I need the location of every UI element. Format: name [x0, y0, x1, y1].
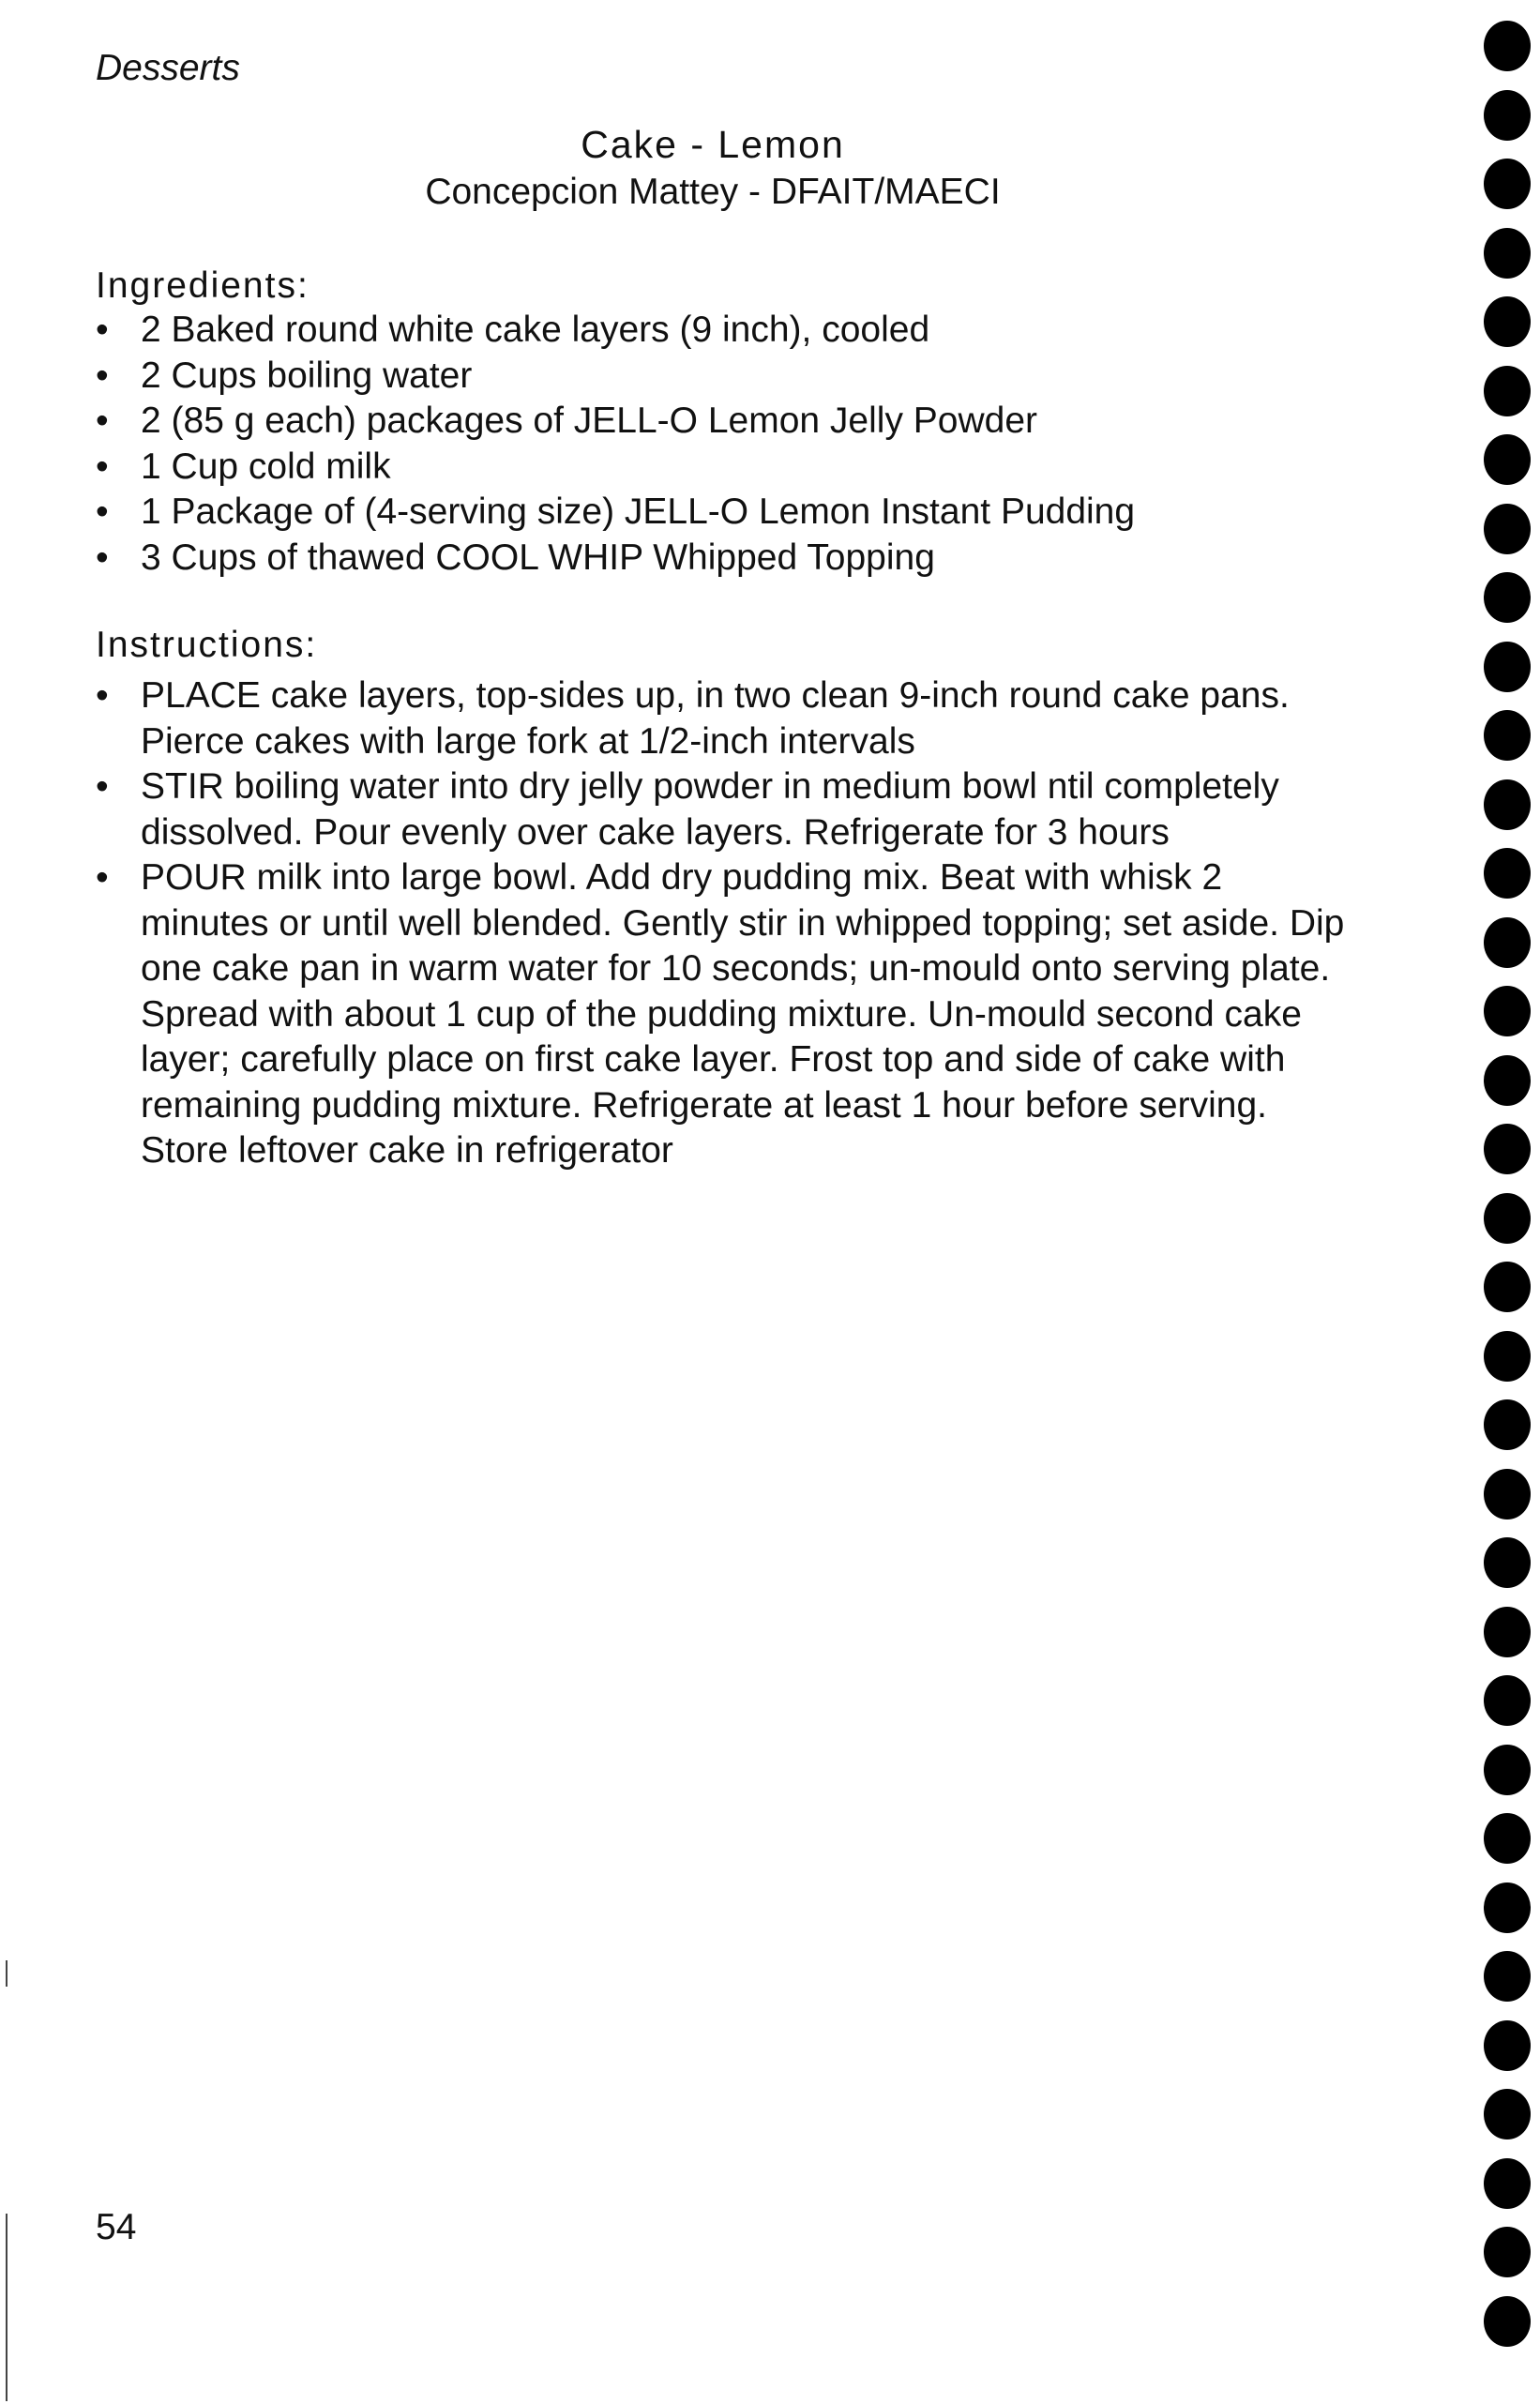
binding-hole [1484, 2089, 1531, 2139]
binding-hole [1484, 21, 1531, 71]
binding-hole [1484, 1537, 1531, 1588]
binding-hole [1484, 2020, 1531, 2071]
binding-hole [1484, 366, 1531, 416]
scan-edge-mark [6, 2214, 8, 2401]
binding-hole [1484, 2296, 1531, 2347]
binding-hole [1484, 848, 1531, 899]
scan-edge-mark [6, 1960, 8, 1987]
binding-hole [1484, 779, 1531, 830]
binding-hole [1484, 296, 1531, 347]
ingredients-heading: Ingredients: [96, 265, 310, 306]
binding-hole [1484, 1469, 1531, 1520]
binding-hole [1484, 1675, 1531, 1726]
binding-hole [1484, 1055, 1531, 1106]
binding-hole [1484, 1193, 1531, 1244]
binding-hole [1484, 1813, 1531, 1864]
binding-hole [1484, 572, 1531, 623]
binding-hole [1484, 1331, 1531, 1382]
instructions-heading: Instructions: [96, 625, 318, 665]
instruction-step: • STIR boiling water into dry jelly powder in medium bowl ntil completely dissolved. Pour evenly over cake layers. Refrigerate for 3 hours [96, 764, 1352, 855]
binding-hole [1484, 90, 1531, 141]
binding-hole [1484, 986, 1531, 1036]
ingredient-item: • 3 Cups of thawed COOL WHIP Whipped Topping [96, 536, 1362, 582]
recipe-title: Cake - Lemon [581, 123, 845, 166]
instructions-list [96, 673, 1352, 1174]
binding-hole [1484, 1745, 1531, 1795]
spiral-binding-holes [1484, 0, 1540, 2404]
binding-hole [1484, 434, 1531, 485]
instruction-step: • PLACE cake layers, top-sides up, in two clean 9-inch round cake pans. Pierce cakes with large fork at 1/2-inch intervals [96, 673, 1352, 764]
binding-hole [1484, 2227, 1531, 2277]
recipe-author: Concepcion Mattey - DFAIT/MAECI [425, 172, 1001, 212]
ingredient-item: • 2 Cups boiling water [96, 354, 1362, 400]
binding-hole [1484, 1124, 1531, 1174]
binding-hole [1484, 642, 1531, 692]
binding-hole [1484, 159, 1531, 209]
binding-hole [1484, 1951, 1531, 2002]
ingredients-list [96, 308, 1362, 581]
binding-hole [1484, 1607, 1531, 1657]
ingredient-item: • 2 (85 g each) packages of JELL-O Lemon Jelly Powder [96, 399, 1362, 445]
binding-hole [1484, 1262, 1531, 1312]
binding-hole [1484, 710, 1531, 761]
binding-hole [1484, 504, 1531, 554]
section-header: Desserts [96, 48, 240, 88]
binding-hole [1484, 1399, 1531, 1450]
page-number: 54 [96, 2207, 137, 2247]
binding-hole [1484, 2158, 1531, 2209]
ingredient-item: • 1 Cup cold milk [96, 445, 1362, 491]
ingredient-item: • 2 Baked round white cake layers (9 inch), cooled [96, 308, 1362, 354]
binding-hole [1484, 917, 1531, 968]
binding-hole [1484, 228, 1531, 279]
binding-hole [1484, 1882, 1531, 1933]
instruction-step: • POUR milk into large bowl. Add dry pudding mix. Beat with whisk 2 minutes or until well blended. Gently stir in whipped topping; set aside. Dip one cake pan in warm water for 10 seconds; un-mould onto serving plate. Spread with about 1 cup of the pudding mixture. Un-mould second cake layer; carefully place on first cake layer. Frost top and side of cake with remaining pudding mixture. Refrigerate at least 1 hour before serving. Store leftover cake in refrigerator [96, 855, 1352, 1174]
ingredient-item: • 1 Package of (4-serving size) JELL-O Lemon Instant Pudding [96, 490, 1362, 536]
